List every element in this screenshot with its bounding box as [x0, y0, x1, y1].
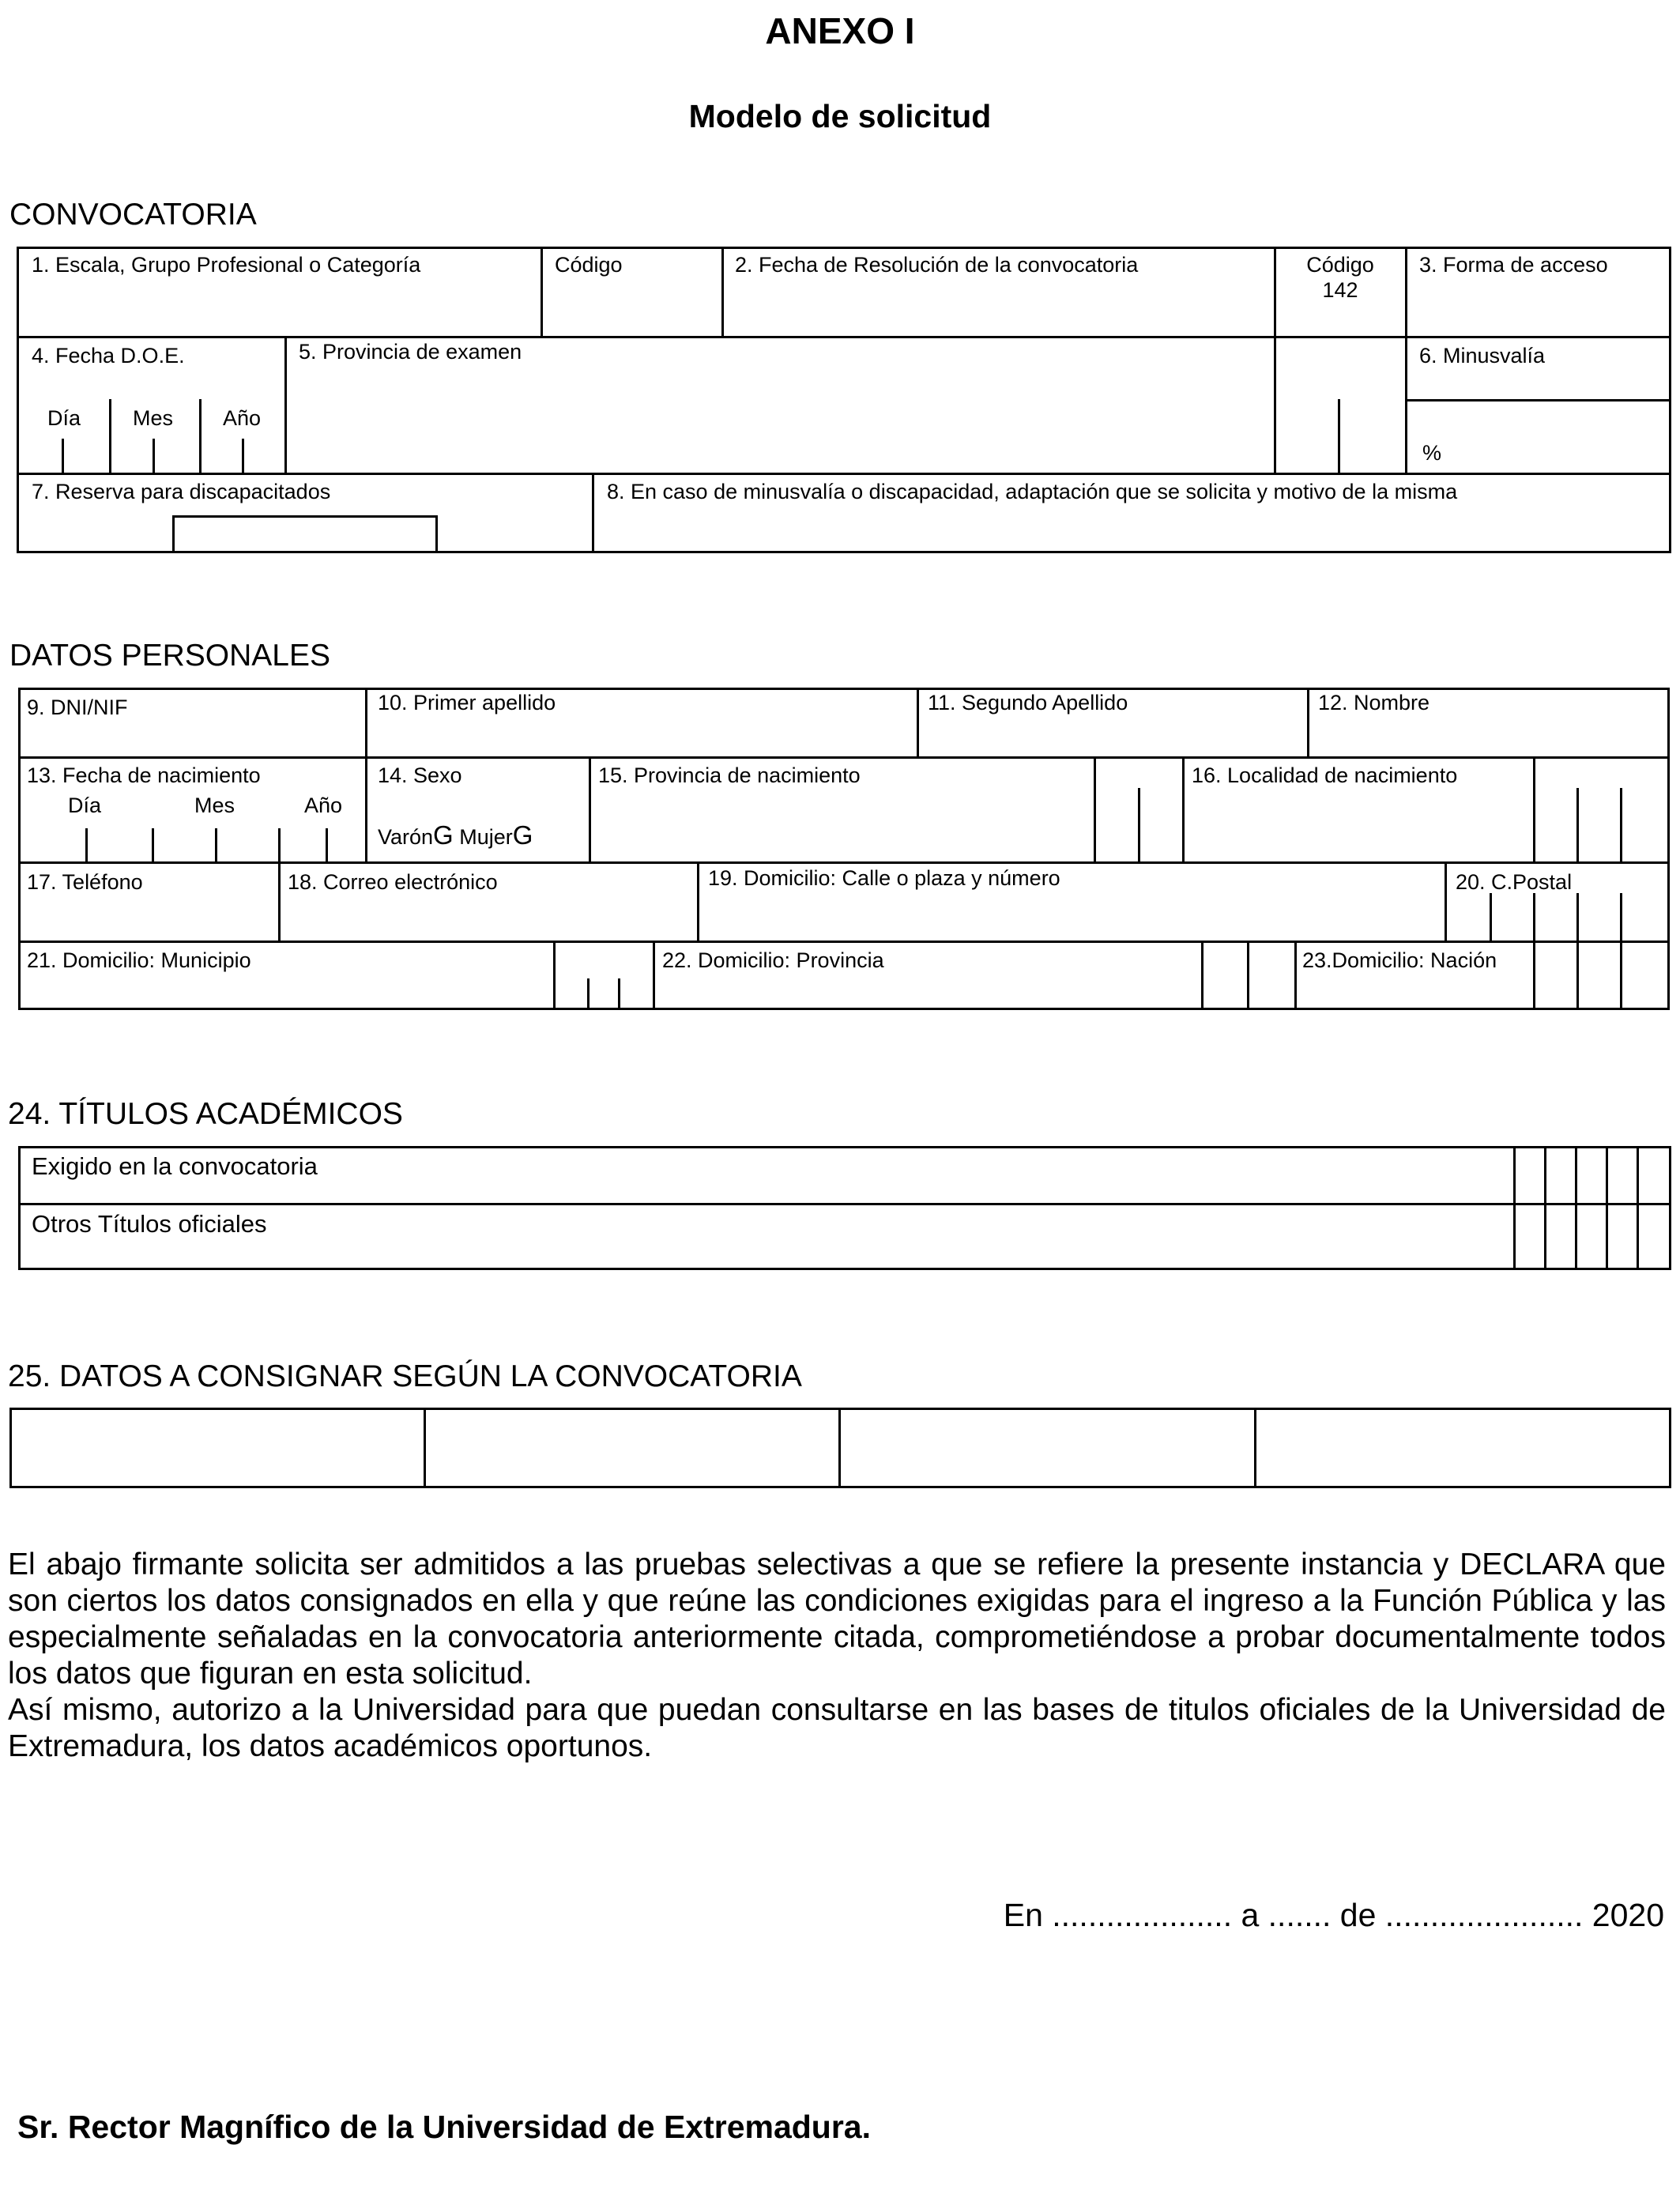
domicilio-calle-label: 19. Domicilio: Calle o plaza y número	[708, 866, 1060, 890]
date-tick	[85, 828, 88, 862]
row-divider	[1407, 399, 1671, 401]
col-divider	[1201, 941, 1203, 1010]
code-tick	[1620, 941, 1622, 1010]
nombre-label: 12. Nombre	[1318, 691, 1430, 714]
sexo-label: 14. Sexo	[378, 763, 462, 787]
col-divider	[1513, 1146, 1516, 1270]
code-tick	[618, 978, 620, 1010]
col-divider	[589, 756, 591, 862]
nac-mes-label: Mes	[194, 794, 235, 817]
section-datos-consignar-title: 25. DATOS A CONSIGNAR SEGÚN LA CONVOCATORIA	[8, 1359, 802, 1393]
code-tick	[1576, 788, 1579, 862]
date-tick	[62, 439, 64, 473]
reserva-label: 7. Reserva para discapacitados	[32, 480, 331, 503]
fecha-resolucion-label: 2. Fecha de Resolución de la convocatoria	[735, 253, 1139, 277]
cpostal-label: 20. C.Postal	[1456, 870, 1573, 894]
form-subtitle: Modelo de solicitud	[688, 98, 992, 134]
correo-label: 18. Correo electrónico	[288, 870, 498, 894]
col-divider	[1294, 941, 1297, 1010]
date-tick	[326, 828, 328, 862]
row-divider	[18, 756, 1670, 759]
row-divider	[18, 941, 1670, 943]
row-divider	[17, 336, 1671, 338]
col-divider	[1637, 1146, 1639, 1270]
col-divider	[838, 1408, 841, 1488]
doe-dia-label: Día	[47, 406, 81, 430]
sexo-options	[378, 820, 533, 850]
nac-anio-label: Año	[304, 794, 343, 817]
col-divider	[721, 247, 724, 337]
col-divider	[1247, 941, 1249, 1010]
col-divider	[1533, 756, 1535, 862]
code-tick	[1338, 399, 1340, 473]
code-tick	[1533, 893, 1535, 941]
code-tick	[1576, 893, 1579, 941]
col-divider	[917, 688, 919, 757]
date-tick	[278, 828, 281, 862]
col-divider	[1254, 1408, 1256, 1488]
code-tick	[1620, 893, 1622, 941]
col-divider	[1094, 756, 1096, 862]
reserva-box[interactable]	[172, 515, 438, 553]
col-divider	[541, 247, 543, 337]
percent-label: %	[1422, 441, 1442, 465]
date-tick	[215, 828, 217, 862]
section-titulos-title: 24. TÍTULOS ACADÉMICOS	[8, 1097, 403, 1131]
provincia-examen-label: 5. Provincia de examen	[299, 340, 522, 364]
doe-anio-label: Año	[223, 406, 262, 430]
col-divider	[1182, 756, 1185, 862]
localidad-nacimiento-label: 16. Localidad de nacimiento	[1192, 763, 1458, 787]
col-divider	[1575, 1146, 1577, 1270]
segundo-apellido-label: 11. Segundo Apellido	[928, 691, 1128, 714]
annex-title: ANEXO I	[765, 10, 915, 51]
col-divider	[1405, 247, 1407, 337]
col-divider	[1606, 1146, 1608, 1270]
col-divider	[653, 941, 655, 1010]
section-convocatoria-title: CONVOCATORIA	[9, 198, 257, 232]
mujer-checkbox[interactable]: G	[512, 820, 533, 850]
col-divider	[1544, 1146, 1546, 1270]
code-tick	[1620, 788, 1622, 862]
col-divider	[1533, 941, 1535, 1010]
code-tick	[1138, 788, 1140, 862]
nacion-label: 23.Domicilio: Nación	[1302, 948, 1497, 972]
col-divider	[1445, 861, 1447, 941]
date-tick	[153, 439, 155, 473]
col-divider	[553, 941, 556, 1010]
col-divider	[284, 336, 287, 474]
place-date-line: En .................... a ....... de ...................... 2020	[1003, 1897, 1664, 1933]
minusvalia-label: 6. Minusvalía	[1419, 344, 1546, 368]
forma-acceso-label: 3. Forma de acceso	[1419, 253, 1608, 277]
declaration-paragraph-1: El abajo firmante solicita ser admitidos a las pruebas selectivas a que se refiere la presente instancia y DECLARA que son ciertos los datos consignados en ella y que reúne las condiciones exigidas para el ingreso a la Función Pública y las especialmente señaladas en la convocatoria anteriormente citada, comprometiéndose a probar documentalmente todos los datos que figuran en esta solicitud.	[8, 1547, 1666, 1691]
code-tick	[587, 978, 590, 1010]
dni-label: 9. DNI/NIF	[27, 696, 128, 719]
date-tick	[199, 399, 202, 473]
col-divider	[278, 861, 281, 941]
row-divider	[18, 861, 1670, 864]
doe-mes-label: Mes	[133, 406, 174, 430]
fecha-doe-label: 4. Fecha D.O.E.	[32, 344, 185, 368]
col-divider	[365, 688, 367, 757]
provincia-nacimiento-label: 15. Provincia de nacimiento	[598, 763, 861, 787]
code-tick	[1490, 893, 1492, 941]
col-divider	[365, 756, 367, 862]
codigo-label: Código	[555, 253, 623, 277]
declaration-paragraph-2: Así mismo, autorizo a la Universidad para que puedan consultarse en las bases de titulos oficiales de la Universidad de Extremadura, los datos académicos oportunos.	[8, 1693, 1666, 1763]
col-divider	[1405, 336, 1407, 474]
date-tick	[152, 828, 154, 862]
escala-label: 1. Escala, Grupo Profesional o Categoría	[32, 253, 421, 277]
codigo2-value: 142	[1322, 278, 1358, 302]
adaptacion-label: 8. En caso de minusvalía o discapacidad, adaptación que se solicita y motivo de la misma	[607, 480, 1458, 503]
telefono-label: 17. Teléfono	[27, 870, 143, 894]
col-divider	[1274, 336, 1276, 474]
col-divider	[697, 861, 699, 941]
exigido-label: Exigido en la convocatoria	[32, 1152, 318, 1180]
nac-dia-label: Día	[68, 794, 102, 817]
varon-label: Varón	[378, 825, 434, 849]
col-divider	[1307, 688, 1309, 757]
code-tick	[1576, 941, 1579, 1010]
date-tick	[109, 399, 111, 473]
municipio-label: 21. Domicilio: Municipio	[27, 948, 251, 972]
codigo2-label: Código	[1306, 253, 1374, 277]
date-tick	[242, 439, 244, 473]
addressee: Sr. Rector Magnífico de la Universidad de Extremadura.	[17, 2109, 871, 2145]
row-divider	[17, 473, 1671, 475]
provincia-label: 22. Domicilio: Provincia	[662, 948, 884, 972]
section-datos-personales-title: DATOS PERSONALES	[9, 639, 331, 673]
declaration-text	[8, 1547, 1666, 1765]
col-divider	[592, 473, 594, 553]
primer-apellido-label: 10. Primer apellido	[378, 691, 556, 714]
row-divider	[18, 1203, 1671, 1205]
fecha-nacimiento-label: 13. Fecha de nacimiento	[27, 763, 261, 787]
otros-titulos-label: Otros Títulos oficiales	[32, 1210, 267, 1238]
mujer-label: Mujer	[459, 825, 513, 849]
col-divider	[424, 1408, 426, 1488]
varon-checkbox[interactable]: G	[433, 820, 454, 850]
